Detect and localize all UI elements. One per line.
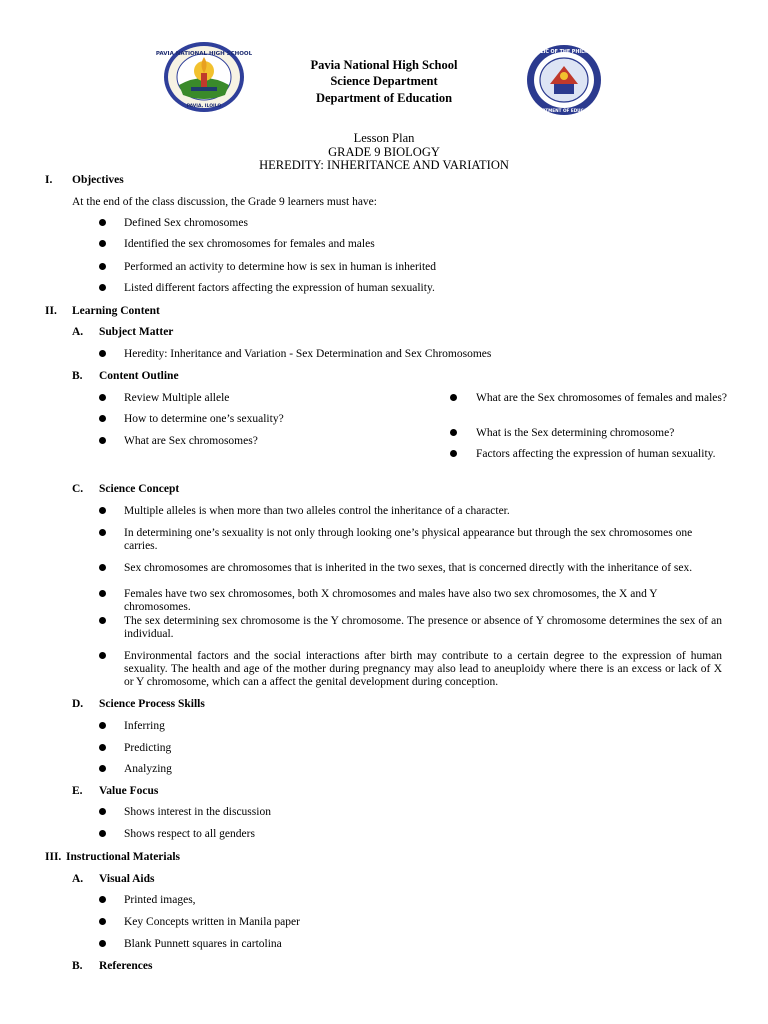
- bullet: [99, 415, 106, 422]
- bullet: [450, 450, 457, 457]
- bullet: [99, 564, 106, 571]
- subsection-heading-content-outline: Content Outline: [99, 370, 179, 382]
- bullet: [450, 429, 457, 436]
- lesson-title: HEREDITY: INHERITANCE AND VARIATION: [259, 158, 509, 172]
- section-number: I.: [45, 174, 53, 186]
- bullet: [99, 830, 106, 837]
- list-item: What is the Sex determining chromosome?: [476, 427, 675, 439]
- list-item: Heredity: Inheritance and Variation - Sex Determination and Sex Chromosomes: [124, 348, 492, 360]
- subsection-heading-value-focus: Value Focus: [99, 785, 159, 797]
- list-item: Identified the sex chromosomes for females and males: [124, 238, 375, 250]
- subsection-letter: C.: [72, 483, 84, 495]
- list-item: Inferring: [124, 720, 165, 732]
- list-item: Shows respect to all genders: [124, 828, 255, 840]
- section-heading-instructional-materials: Instructional Materials: [66, 851, 181, 863]
- section-heading-learning-content: Learning Content: [72, 305, 160, 317]
- list-item: What are the Sex chromosomes of females and males?: [476, 392, 727, 404]
- subsection-letter: D.: [72, 698, 84, 710]
- bullet: [99, 918, 106, 925]
- bullet: [99, 617, 106, 624]
- department-name: Science Department: [330, 74, 438, 88]
- subsection-heading-references: References: [99, 960, 153, 972]
- bullet: [99, 765, 106, 772]
- bullet: [99, 744, 106, 751]
- subsection-heading-science-concept: Science Concept: [99, 483, 180, 495]
- bullet: [99, 940, 106, 947]
- subsection-letter: E.: [72, 785, 83, 797]
- bullet: [99, 394, 106, 401]
- list-item: Predicting: [124, 742, 172, 754]
- section-number: II.: [45, 305, 57, 317]
- grade-subject: GRADE 9 BIOLOGY: [328, 145, 440, 159]
- list-item: The sex determining sex chromosome is the Y chromosome. The presence or absence of Y chromosome determines the sex of an individual.: [124, 615, 722, 640]
- bullet: [99, 350, 106, 357]
- section-heading-objectives: Objectives: [72, 174, 124, 186]
- bullet: [99, 808, 106, 815]
- list-item: What are Sex chromosomes?: [124, 435, 258, 447]
- doc-type: Lesson Plan: [353, 131, 415, 145]
- bullet: [99, 896, 106, 903]
- agency-name: Department of Education: [315, 91, 453, 105]
- bullet: [99, 219, 106, 226]
- left-seal-bottom-text: PAVIA, ILOILO: [186, 104, 222, 109]
- bullet: [99, 240, 106, 247]
- list-item: Females have two sex chromosomes, both X chromosomes and males have also two sex chromosomes, the X and Y chromosomes.: [124, 588, 658, 613]
- bullet: [99, 437, 106, 444]
- bullet: [99, 590, 106, 597]
- list-item: Key Concepts written in Manila paper: [124, 916, 300, 928]
- subsection-heading-subject-matter: Subject Matter: [99, 326, 174, 338]
- bullet: [99, 652, 106, 659]
- bullet: [450, 394, 457, 401]
- subsection-heading-process-skills: Science Process Skills: [99, 698, 205, 710]
- school-name: Pavia National High School: [310, 58, 458, 72]
- bullet: [99, 507, 106, 514]
- bullet: [99, 722, 106, 729]
- list-item: Defined Sex chromosomes: [124, 217, 248, 229]
- list-item: Sex chromosomes are chromosomes that is inherited in the two sexes, that is concerned directly with the inheritance of sex.: [124, 562, 693, 574]
- subsection-letter: B.: [72, 960, 83, 972]
- list-item: Shows interest in the discussion: [124, 806, 271, 818]
- list-item: Printed images,: [124, 894, 196, 906]
- subsection-letter: B.: [72, 370, 83, 382]
- subsection-letter: A.: [72, 326, 84, 338]
- right-seal-bottom-text: DEPARTMENT OF EDUCATION: [529, 108, 599, 113]
- list-item: Multiple alleles is when more than two alleles control the inheritance of a character.: [124, 505, 510, 517]
- list-item: Performed an activity to determine how is sex in human is inherited: [124, 261, 437, 273]
- objectives-intro: At the end of the class discussion, the Grade 9 learners must have:: [72, 196, 377, 208]
- list-item: Factors affecting the expression of human sexuality.: [476, 448, 716, 460]
- list-item: How to determine one’s sexuality?: [124, 413, 284, 425]
- right-seal-ring-text: REPUBLIC OF THE PHILIPPINES: [522, 50, 606, 55]
- list-item: Review Multiple allele: [124, 392, 230, 404]
- bullet: [99, 263, 106, 270]
- left-seal-ring-text: PAVIA NATIONAL HIGH SCHOOL: [155, 51, 253, 57]
- list-item: In determining one’s sexuality is not only through looking one’s physical appearance but through the sex chromosomes one carries.: [124, 527, 693, 552]
- list-item: Environmental factors and the social interactions after birth may contribute to a certain degree to the expression of human sexuality. The health and age of the mother during pregnancy may also lead to aneuploidy where there is an excess or lack of X or Y chromosome, which can a affect the genital development during conception.: [124, 650, 722, 688]
- bullet: [99, 284, 106, 291]
- bullet: [99, 529, 106, 536]
- section-number: III.: [45, 851, 62, 863]
- list-item: Blank Punnett squares in cartolina: [124, 938, 282, 950]
- subsection-heading-visual-aids: Visual Aids: [99, 873, 155, 885]
- list-item: Listed different factors affecting the expression of human sexuality.: [124, 282, 435, 294]
- list-item: Analyzing: [124, 763, 172, 775]
- subsection-letter: A.: [72, 873, 84, 885]
